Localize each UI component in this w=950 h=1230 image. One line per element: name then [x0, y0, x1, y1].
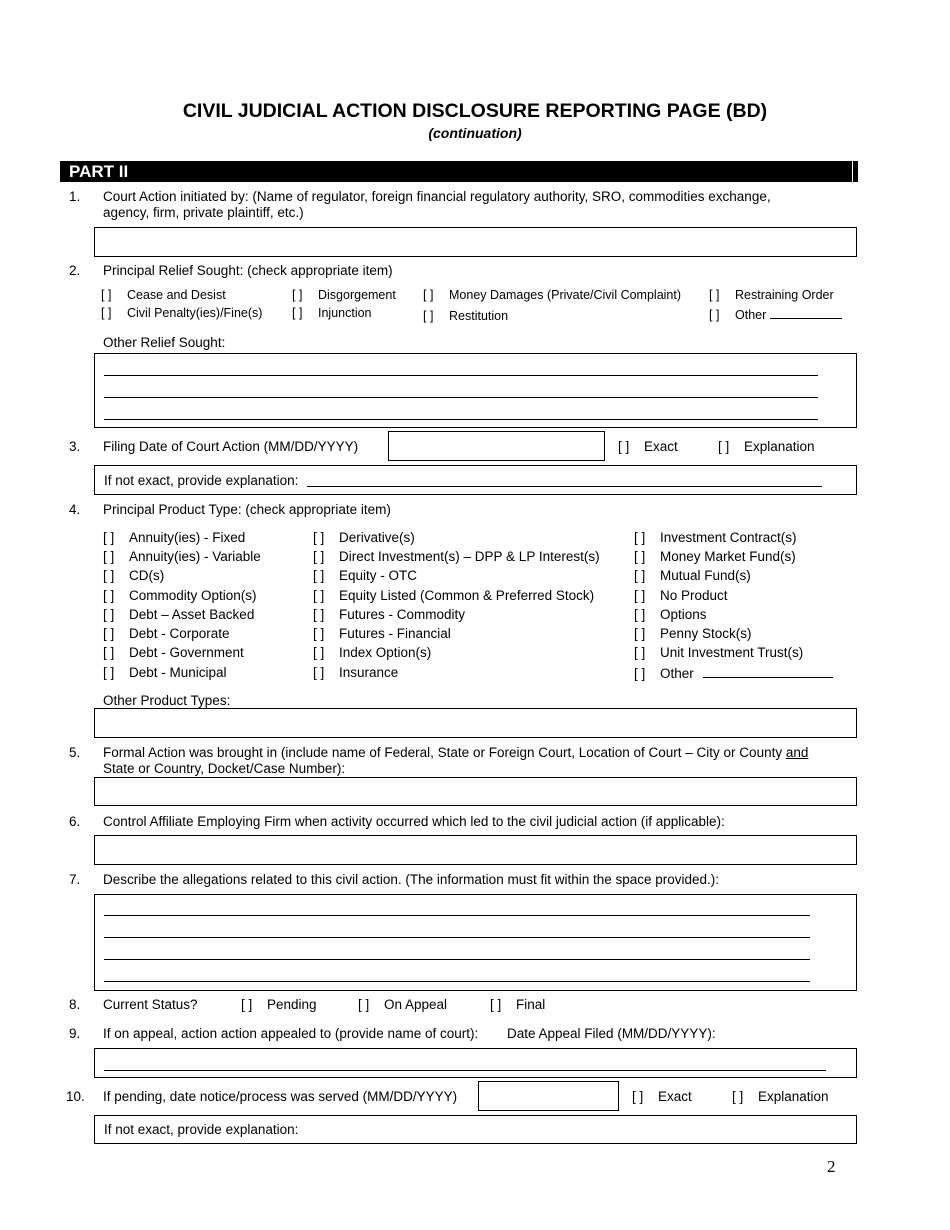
allegations-box[interactable] — [94, 894, 857, 991]
product-col2-item[interactable]: [ ] Derivative(s) — [313, 530, 415, 545]
q2-label: Principal Relief Sought: (check appropriate item) — [103, 263, 393, 278]
allegations-line-2 — [104, 937, 810, 938]
relief-option-other[interactable]: [ ] Other — [709, 306, 842, 323]
allegations-line-3 — [104, 959, 810, 960]
q5-input-box[interactable] — [94, 777, 857, 806]
relief-option-restraining-order[interactable]: [ ] Restraining Order — [709, 288, 834, 302]
q5-label-line1: Formal Action was brought in (include name of Federal, State or Foreign Court, Location of Court – City or County and — [103, 745, 809, 760]
page-number: 2 — [827, 1157, 836, 1176]
q10-label: If pending, date notice/process was served (MM/DD/YYYY) — [103, 1089, 458, 1104]
q9-input-box[interactable] — [94, 1048, 857, 1078]
q3-exact-checkbox[interactable]: [ ] Exact — [618, 439, 678, 454]
product-col1-item[interactable]: [ ] Debt - Municipal — [103, 665, 227, 680]
product-col3-item[interactable]: [ ] Investment Contract(s) — [634, 530, 797, 545]
q1-label-line1: Court Action initiated by: (Name of regulator, foreign financial regulatory authority, SRO, commodities exchange, — [103, 189, 771, 204]
product-col2-item[interactable]: [ ] Equity - OTC — [313, 568, 418, 583]
allegations-line-1 — [104, 915, 810, 916]
product-col2-item[interactable]: [ ] Equity Listed (Common & Preferred Stock) — [313, 588, 595, 603]
q4-number: 4. — [69, 502, 81, 517]
part-header-inner-line — [852, 161, 853, 182]
product-col3-item[interactable]: [ ] Other — [634, 665, 833, 682]
product-col1-item[interactable]: [ ] Debt - Corporate — [103, 626, 230, 641]
product-col3-item[interactable]: [ ] Options — [634, 607, 707, 622]
product-col1-item[interactable]: [ ] Commodity Option(s) — [103, 588, 257, 603]
part-label: PART II — [69, 162, 129, 181]
product-col1-item[interactable]: [ ] Debt – Asset Backed — [103, 607, 255, 622]
relief-option-cease-desist[interactable]: [ ] Cease and Desist — [101, 288, 226, 302]
product-col3-item[interactable]: [ ] No Product — [634, 588, 728, 603]
q10-number: 10. — [66, 1089, 85, 1104]
allegations-line-4 — [104, 981, 810, 982]
filing-date-input[interactable] — [388, 431, 605, 461]
product-col1-item[interactable]: [ ] CD(s) — [103, 568, 165, 583]
q3-explanation-line — [307, 486, 822, 487]
q9-input-line — [104, 1070, 826, 1071]
other-relief-line-1 — [104, 375, 818, 376]
q7-label: Describe the allegations related to this civil action. (The information must fit within the space provided.): — [103, 872, 720, 887]
product-col2-item[interactable]: [ ] Direct Investment(s) – DPP & LP Interest(s) — [313, 549, 600, 564]
q9-label: If on appeal, action action appealed to (provide name of court): — [103, 1026, 479, 1041]
q7-number: 7. — [69, 872, 81, 887]
q1-label-line2: agency, firm, private plaintiff, etc.) — [103, 205, 304, 220]
q6-input-box[interactable] — [94, 835, 857, 865]
product-col1-item[interactable]: [ ] Annuity(ies) - Fixed — [103, 530, 246, 545]
q6-number: 6. — [69, 814, 81, 829]
status-final-checkbox[interactable]: [ ] Final — [490, 997, 546, 1012]
product-col2-item[interactable]: [ ] Insurance — [313, 665, 399, 680]
q1-input-box[interactable] — [94, 227, 857, 257]
q8-number: 8. — [69, 997, 81, 1012]
other-relief-label: Other Relief Sought: — [103, 335, 226, 350]
product-col1-item[interactable]: [ ] Debt - Government — [103, 645, 244, 660]
part-header-bar — [60, 161, 858, 182]
q4-label: Principal Product Type: (check appropriate item) — [103, 502, 391, 517]
q10-explanation-box[interactable] — [94, 1115, 857, 1144]
q6-label: Control Affiliate Employing Firm when activity occurred which led to the civil judicial action (if applicable): — [103, 814, 725, 829]
served-date-input[interactable] — [478, 1081, 619, 1111]
product-col3-item[interactable]: [ ] Penny Stock(s) — [634, 626, 752, 641]
other-product-label: Other Product Types: — [103, 693, 231, 708]
q10-exact-checkbox[interactable]: [ ] Exact — [632, 1089, 692, 1104]
q9-number: 9. — [69, 1026, 81, 1041]
relief-option-injunction[interactable]: [ ] Injunction — [292, 306, 372, 320]
q5-label-line2: State or Country, Docket/Case Number): — [103, 761, 346, 776]
product-col1-item[interactable]: [ ] Annuity(ies) - Variable — [103, 549, 261, 564]
product-col2-item[interactable]: [ ] Index Option(s) — [313, 645, 432, 660]
status-on-appeal-checkbox[interactable]: [ ] On Appeal — [358, 997, 448, 1012]
q10-explanation-label: If not exact, provide explanation: — [104, 1122, 299, 1137]
q10-explanation-checkbox[interactable]: [ ] Explanation — [732, 1089, 829, 1104]
other-relief-line-3 — [104, 419, 818, 420]
product-col3-item[interactable]: [ ] Money Market Fund(s) — [634, 549, 796, 564]
page-subtitle: (continuation) — [428, 125, 522, 141]
product-other-blank[interactable] — [703, 665, 833, 678]
relief-other-blank[interactable] — [770, 306, 842, 319]
relief-option-disgorgement[interactable]: [ ] Disgorgement — [292, 288, 396, 302]
relief-option-restitution[interactable]: [ ] Restitution — [423, 309, 509, 323]
product-col3-item[interactable]: [ ] Mutual Fund(s) — [634, 568, 751, 583]
relief-option-money-damages[interactable]: [ ] Money Damages (Private/Civil Complaint) — [423, 288, 682, 302]
q3-label: Filing Date of Court Action (MM/DD/YYYY) — [103, 439, 359, 454]
product-col2-item[interactable]: [ ] Futures - Financial — [313, 626, 451, 641]
q9-date-label: Date Appeal Filed (MM/DD/YYYY): — [507, 1026, 716, 1041]
other-relief-line-2 — [104, 397, 818, 398]
product-col2-item[interactable]: [ ] Futures - Commodity — [313, 607, 466, 622]
other-relief-box[interactable] — [94, 353, 857, 428]
relief-option-civil-penalty[interactable]: [ ] Civil Penalty(ies)/Fine(s) — [101, 306, 263, 320]
q3-number: 3. — [69, 439, 81, 454]
q1-number: 1. — [69, 189, 81, 204]
other-product-box[interactable] — [94, 708, 857, 738]
product-col3-item[interactable]: [ ] Unit Investment Trust(s) — [634, 645, 804, 660]
q3-explanation-checkbox[interactable]: [ ] Explanation — [718, 439, 815, 454]
q3-explanation-box[interactable] — [94, 465, 857, 495]
q5-number: 5. — [69, 745, 81, 760]
status-pending-checkbox[interactable]: [ ] Pending — [241, 997, 317, 1012]
q3-explanation-label: If not exact, provide explanation: — [104, 473, 299, 488]
q8-label: Current Status? — [103, 997, 198, 1012]
q2-number: 2. — [69, 263, 81, 278]
page-title: CIVIL JUDICIAL ACTION DISCLOSURE REPORTING PAGE (BD) — [182, 100, 768, 122]
